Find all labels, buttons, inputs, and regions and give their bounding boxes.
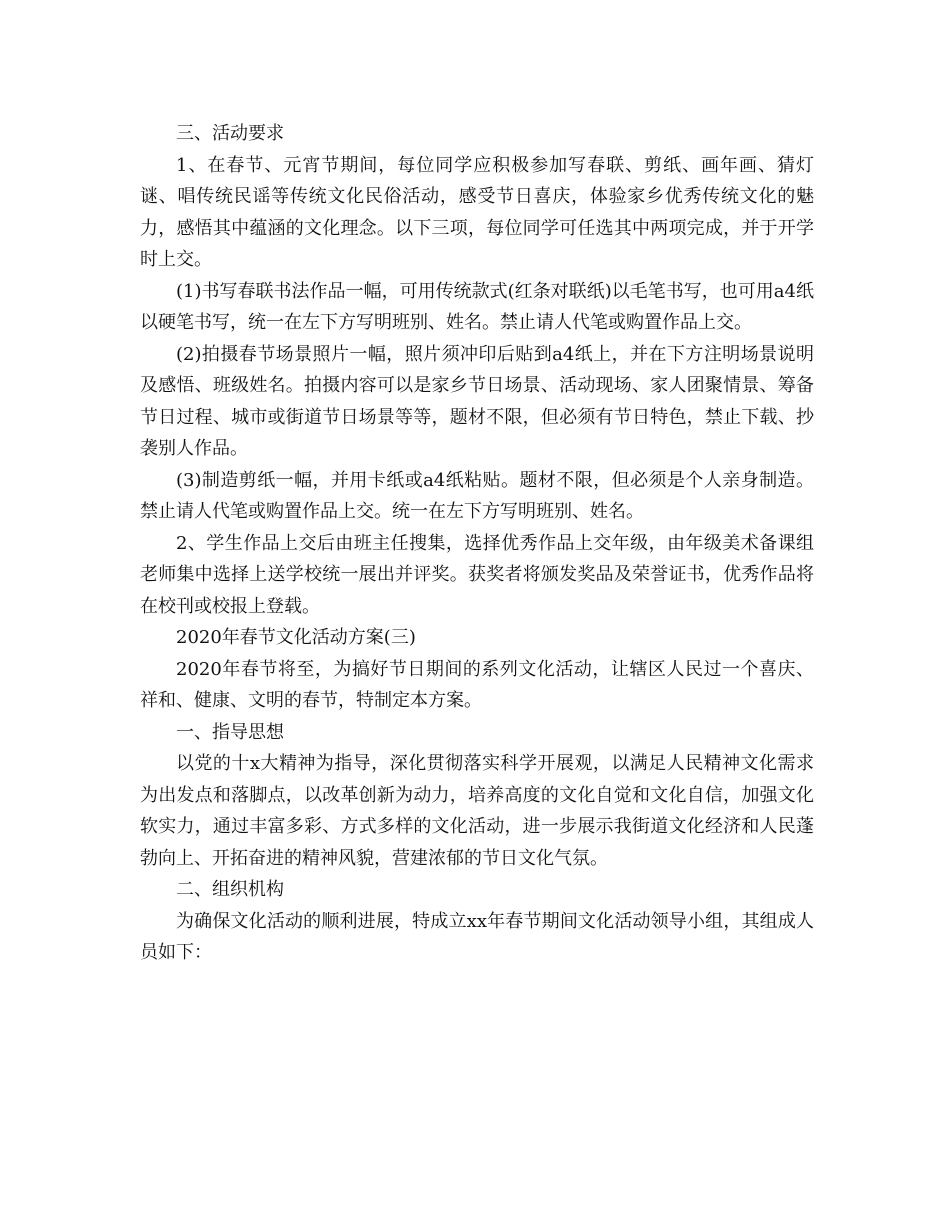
section-heading-guiding-ideology: 一、指导思想 — [176, 721, 284, 743]
paragraph-item-3: (3)制造剪纸一幅，并用卡纸或a4纸粘贴。题材不限，但必须是个人亲身制造。禁止请人代笔或购置作品上交。统一在左下方写明班别、姓名。 — [140, 469, 814, 522]
paragraph-item-2: (2)拍摄春节场景照片一幅，照片须冲印后贴到a4纸上，并在下方注明场景说明及感悟、班级姓名。拍摄内容可以是家乡节日场景、活动现场、家人团聚情景、筹备节日过程、城市或街道节日场景等等，题材不限，但必须有节日特色，禁止下载、抄袭别人作品。 — [140, 343, 814, 459]
section-heading-activity-requirements: 三、活动要求 — [176, 123, 284, 144]
section-title-plan-3: 2020年春节文化活动方案(三) — [176, 627, 416, 648]
paragraph-organization: 为确保文化活动的顺利进展，特成立xx年春节期间文化活动领导小组，其组成人员如下： — [140, 910, 814, 963]
document-body — [140, 118, 814, 969]
paragraph-requirement-1: 1、在春节、元宵节期间，每位同学应积极参加写春联、剪纸、画年画、猜灯谜、唱传统民谣等传统文化民俗活动，感受节日喜庆，体验家乡优秀传统文化的魅力，感悟其中蕴涵的文化理念。以下三项，每位同学可任选其中两项完成，并于开学时上交。 — [140, 154, 814, 270]
paragraph-plan-intro: 2020年春节将至，为搞好节日期间的系列文化活动，让辖区人民过一个喜庆、祥和、健康、文明的春节，特制定本方案。 — [140, 658, 814, 711]
paragraph-requirement-2: 2、学生作品上交后由班主任搜集，选择优秀作品上交年级，由年级美术备课组老师集中选择上送学校统一展出并评奖。获奖者将颁发奖品及荣誉证书，优秀作品将在校刊或校报上登载。 — [140, 532, 814, 617]
paragraph-guiding-ideology: 以党的十x大精神为指导，深化贯彻落实科学开展观，以满足人民精神文化需求为出发点和落脚点，以改革创新为动力，培养高度的文化自觉和文化自信，加强文化软实力，通过丰富多彩、方式多样的文化活动，进一步展示我街道文化经济和人民蓬勃向上、开拓奋进的精神风貌，营建浓郁的节日文化气氛。 — [140, 753, 814, 869]
section-heading-organization: 二、组织机构 — [176, 879, 284, 900]
paragraph-item-1: (1)书写春联书法作品一幅，可用传统款式(红条对联纸)以毛笔书写，也可用a4纸以硬笔书写，统一在左下方写明班别、姓名。禁止请人代笔或购置作品上交。 — [140, 280, 814, 333]
